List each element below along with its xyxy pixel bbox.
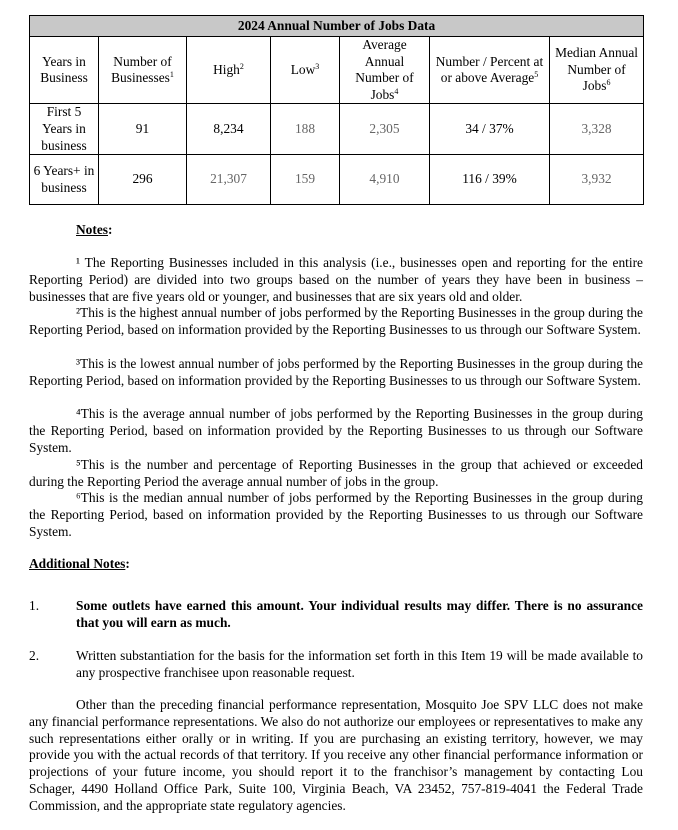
cell-at-above-average: 116 / 39% (430, 155, 550, 205)
additional-note-item (29, 648, 643, 682)
cell-high: 8,234 (187, 104, 271, 155)
header-years-in-business: Years in Business (30, 37, 99, 104)
item-number: 2. (29, 648, 40, 663)
additional-notes-heading: Additional Notes: (29, 556, 130, 571)
note-6: ⁶This is the median annual number of jobs performed by the Reporting Businesses in the group during the Reporting Period, based on information provided by the Reporting Businesses to us through our Software System. (29, 490, 643, 539)
footnote-ref: 6 (606, 78, 611, 88)
header-average: Average Annual Number of Jobs$^4$ (340, 37, 430, 104)
header-low: Low$^3$ (271, 37, 340, 104)
note-4: ⁴This is the average annual number of jobs performed by the Reporting Businesses in the group during the Reporting Period, based on information provided by the Reporting Businesses to us through our Software System. (29, 406, 643, 455)
item-text: Some outlets have earned this amount. Your individual results may differ. There is no assurance that you will earn as much. (76, 598, 643, 630)
header-at-above-average: Number / Percent at or above Average$^5$ (430, 37, 550, 104)
additional-note-item (29, 598, 643, 632)
cell-businesses: 296 (99, 155, 187, 205)
cell-high: 21,307 (187, 155, 271, 205)
item-text: Written substantiation for the basis for the information set forth in this Item 19 will be made available to any prospective franchisee upon reasonable request. (76, 648, 643, 680)
table-row (30, 155, 644, 205)
table-row (30, 104, 644, 155)
footnote-ref: 3 (315, 61, 320, 71)
table-title: 2024 Annual Number of Jobs Data (30, 16, 644, 37)
cell-median: 3,932 (550, 155, 644, 205)
cell-median: 3,328 (550, 104, 644, 155)
cell-average: 4,910 (340, 155, 430, 205)
note-3: ³This is the lowest annual number of jobs performed by the Reporting Businesses in the group during the Reporting Period, based on information provided by the Reporting Businesses to us through our Software System. (29, 356, 643, 388)
closing-paragraph: Other than the preceding financial performance representation, Mosquito Joe SPV LLC does not make any financial performance representations. We also do not authorize our employees or representatives to make any such representations either orally or in writing. If you are purchasing an existing territory, however, we may provide you with the actual records of that territory. If you receive any other financial performance information or projections of your future income, you should report it to the franchisor’s management by contacting Lou Schager, 4490 Holland Office Park, Suite 100, Virginia Beach, VA 23452, 757-819-4041 the Federal Trade Commission, and the appropriate state regulatory agencies. (29, 697, 643, 813)
cell-at-above-average: 34 / 37% (430, 104, 550, 155)
cell-years: First 5 Years in business (30, 104, 99, 155)
footnote-ref: 2 (239, 61, 244, 71)
footnote-ref: 5 (534, 70, 539, 80)
header-high: High$^2$ (187, 37, 271, 104)
footnote-ref: 4 (394, 86, 399, 96)
cell-low: 188 (271, 104, 340, 155)
note-5: ⁵This is the number and percentage of Reporting Businesses in the group that achieved or exceeded during the Reporting Period the average annual number of jobs in the group. (29, 457, 643, 489)
cell-businesses: 91 (99, 104, 187, 155)
jobs-data-table (29, 15, 644, 205)
cell-low: 159 (271, 155, 340, 205)
header-number-of-businesses: Number of Businesses$^1$ (99, 37, 187, 104)
footnote-ref: 1 (169, 70, 174, 80)
cell-average: 2,305 (340, 104, 430, 155)
table-header-row (30, 37, 644, 104)
item-number: 1. (29, 598, 40, 613)
note-2: ²This is the highest annual number of jobs performed by the Reporting Businesses in the group during the Reporting Period, based on information provided by the Reporting Businesses to us through our Software System. (29, 305, 643, 337)
note-1: ¹ The Reporting Businesses included in this analysis (i.e., businesses open and reporting for the entire Reporting Period) are divided into two groups based on the number of years they have been in business – businesses that are five years old or younger, and businesses that are six years old and older. (29, 255, 643, 304)
cell-years: 6 Years+ in business (30, 155, 99, 205)
notes-heading: Notes: (76, 222, 113, 237)
header-median: Median Annual Number of Jobs$^6$ (550, 37, 644, 104)
